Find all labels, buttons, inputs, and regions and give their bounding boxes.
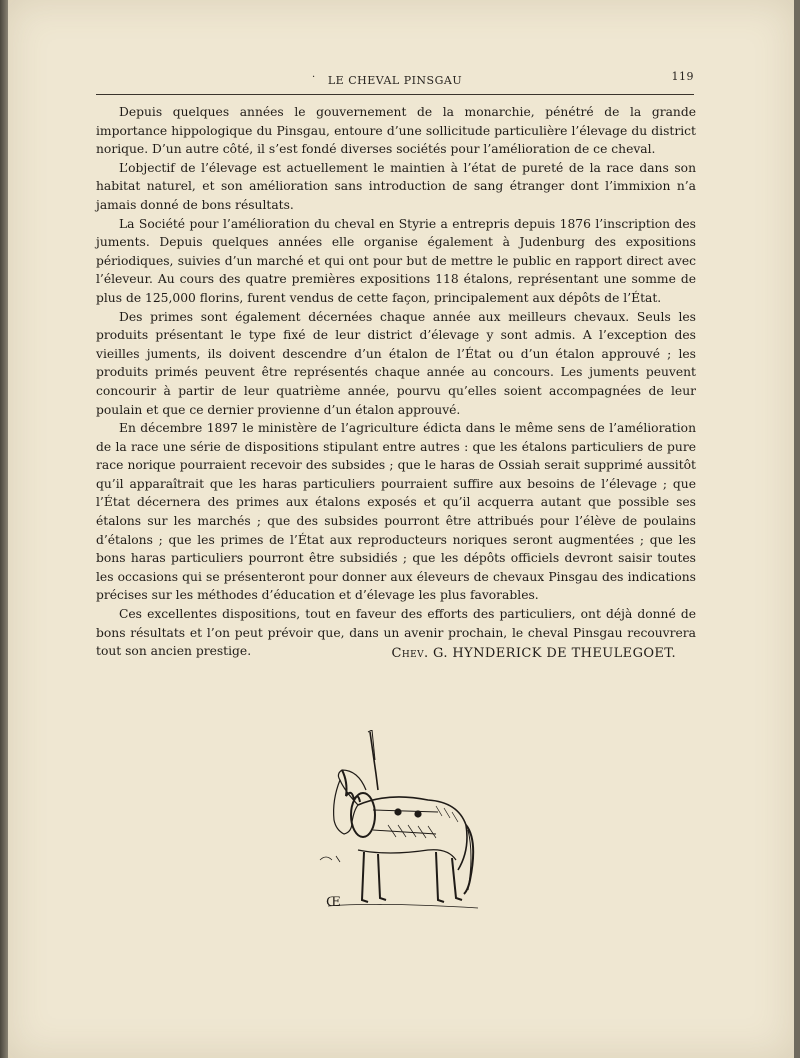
header-dot: · <box>312 72 316 83</box>
running-header <box>96 70 694 90</box>
paragraph: L’objectif de l’élevage est actuellement le maintien à l’état de pureté de la race dans son habitat naturel, et son amélioration sans introduction de sang étranger dont l’immixion n’a jamais donné de bons résultats. <box>96 160 696 212</box>
page-number: 119 <box>671 70 694 83</box>
horse-illustration <box>318 730 488 920</box>
author-signature <box>96 646 676 661</box>
illustration-monogram: Œ <box>326 895 341 910</box>
book-spine-edge <box>0 0 8 1058</box>
paragraph: En décembre 1897 le ministère de l’agriculture édicta dans le même sens de l’amélioration de la race une série de dispositions stipulant entre autres : que les étalons particuliers de pure race norique pourraient recevoir des subsides ; que le haras de Ossiah serait supprimé aussitôt qu’il apparaîtrait que les haras particuliers pourraient suffire aux besoins de l’élevage ; que l’État décernera des primes aux étalons exposés et qu’il acquerra autant que possible ses étalons sur les marchés ; que des subsides pourront être attribués pour l’élève de poulains d’étalons ; que les primes de l’État aux reproducteurs noriques seront augmentées ; que les bons haras particuliers pourront être subsidiés ; que les dépôts officiels devront saisir toutes les occasions qui se présenteront pour donner aux éleveurs de chevaux Pinsgau des indications précises sur les méthodes d’éducation et d’élevage les plus favorables. <box>96 421 696 603</box>
paragraph: Des primes sont également décernées chaque année aux meilleurs chevaux. Seuls les produits présentant le type fixé de leur district d’élevage y sont admis. A l’exception des vieilles juments, ils doivent descendre d’un étalon de l’État ou d’un étalon approuvé ; les produits primés peuvent être représentés chaque année au concours. Les juments peuvent concourir à partir de leur quatrième année, pourvu qu’elles soient accompagnées de leur poulain et que ce dernier provienne d’un étalon approuvé. <box>96 309 696 417</box>
paragraph: Ces excellentes dispositions, tout en faveur des efforts des particuliers, ont déjà donné de bons résultats et l’on peut prévoir que, dans un avenir prochain, le cheval Pinsgau recouvrera tout son ancien prestige. <box>96 607 696 659</box>
article-body <box>96 103 696 661</box>
header-rule <box>96 94 694 95</box>
running-title: LE CHEVAL PINSGAU <box>327 74 463 87</box>
signature-name: G. HYNDERICK DE THEULEGOET. <box>433 646 676 661</box>
paragraph: La Société pour l’amélioration du cheval en Styrie a entrepris depuis 1876 l’inscription des juments. Depuis quelques années elle organise également à Judenburg des expositions périodiques, suivies d’un marché et qui ont pour but de mettre le public en rapport direct avec l’éleveur. Au cours des quatre premières expositions 118 étalons, représentant une somme de plus de 125,000 florins, furent vendus de cette façon, principalement aux dépôts de l’État. <box>96 216 696 305</box>
signature-prefix: Chev. <box>391 646 429 661</box>
paragraph: Depuis quelques années le gouvernement de la monarchie, pénétré de la grande importance hippologique du Pinsgau, entoure d’une sollicitude particulière l’élevage du district norique. D’un autre côté, il s’est fondé diverses sociétés pour l’amélioration de ce cheval. <box>96 105 696 157</box>
